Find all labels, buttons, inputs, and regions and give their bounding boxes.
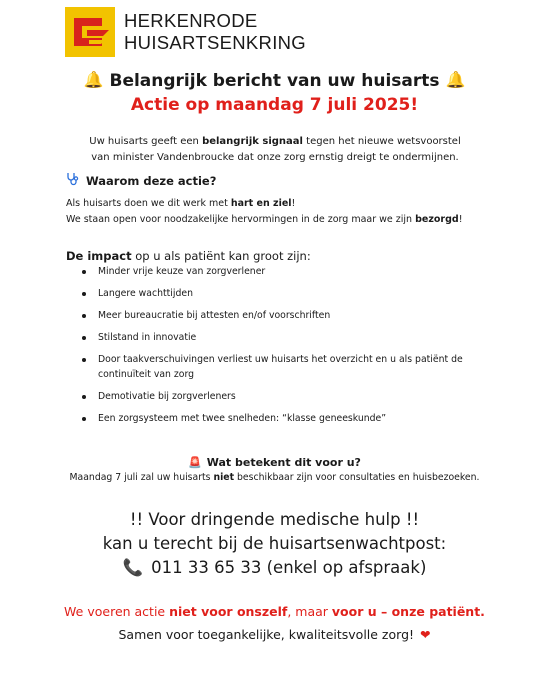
intro-text-1: Uw huisarts geeft een <box>89 136 203 147</box>
intro-paragraph <box>80 134 470 166</box>
why-line-2-bold: bezorgd <box>415 214 459 225</box>
siren-icon: 🚨 <box>188 456 202 469</box>
footer-line-2-text: Samen voor toegankelijke, kwaliteitsvolle zorg! <box>118 627 415 642</box>
list-item: Minder vrije keuze van zorgverlener <box>82 264 482 279</box>
list-item: Een zorgsysteem met twee snelheden: “klasse geneeskunde” <box>82 411 482 426</box>
why-heading <box>66 172 216 190</box>
list-item: Langere wachttijden <box>82 286 482 301</box>
bell-icon: 🔔 <box>83 70 104 89</box>
stethoscope-icon <box>66 172 80 190</box>
footer-text-1: We voeren actie <box>64 604 170 619</box>
meaning-bold: niet <box>213 472 235 483</box>
meaning-heading-text: Wat betekent dit voor u? <box>206 456 361 469</box>
why-line-1-text: Als huisarts doen we dit werk met <box>66 198 231 209</box>
impact-list <box>82 264 482 433</box>
why-line-2 <box>66 212 463 228</box>
meaning-body <box>0 472 549 483</box>
why-line-2-end: ! <box>458 214 463 225</box>
title-text: Belangrijk bericht van uw huisarts <box>109 71 440 91</box>
impact-heading <box>66 249 311 263</box>
phone-icon: 📞 <box>122 558 144 577</box>
footer-bold-1: niet voor onszelf <box>169 604 288 619</box>
header-logo <box>65 7 306 57</box>
impact-bold: De impact <box>66 249 132 263</box>
meaning-text-2: beschikbaar zijn voor consultaties en huisbezoeken. <box>234 472 480 483</box>
meaning-text-1: Maandag 7 juli zal uw huisarts <box>69 472 214 483</box>
list-item: Demotivatie bij zorgverleners <box>82 389 482 404</box>
intro-bold: belangrijk signaal <box>202 136 303 147</box>
phone-number[interactable]: 011 33 65 33 (enkel op afspraak) <box>151 558 427 577</box>
why-line-1 <box>66 196 463 212</box>
page-subtitle: Actie op maandag 7 juli 2025! <box>130 95 419 115</box>
list-item: Door taakverschuivingen verliest uw huisarts het overzicht en u als patiënt de continuïteit van zorg <box>82 352 482 382</box>
bell-icon: 🔔 <box>445 70 466 89</box>
why-heading-text: Waarom deze actie? <box>86 174 217 188</box>
footer-line-2 <box>0 627 549 642</box>
list-item: Meer bureaucratie bij attesten en/of voorschriften <box>82 308 482 323</box>
logo-line-2: HUISARTSENKRING <box>124 32 306 53</box>
impact-rest: op u als patiënt kan groot zijn: <box>131 249 311 263</box>
why-line-2-text: We staan open voor noodzakelijke hervormingen in de zorg maar we zijn <box>66 214 416 225</box>
why-line-1-end: ! <box>291 198 296 209</box>
logo-line-1: HERKENRODE <box>124 10 258 31</box>
herkenrode-logo-icon <box>65 7 115 57</box>
phone-line <box>0 558 549 578</box>
list-item: Stilstand in innovatie <box>82 330 482 345</box>
footer-line-1 <box>0 604 549 619</box>
why-line-1-bold: hart en ziel <box>230 198 292 209</box>
intro-text-2: tegen het nieuwe wetsvoorstel van minister Vandenbroucke dat onze zorg ernstig dreigt te ondermijnen. <box>91 136 461 163</box>
urgent-line-1: !! Voor dringende medische hulp !! <box>129 510 420 529</box>
page-title <box>0 70 549 91</box>
logo-text <box>124 10 306 54</box>
why-body <box>66 196 463 228</box>
footer-bold-2: voor u – onze patiënt. <box>331 604 485 619</box>
meaning-heading <box>0 456 549 469</box>
footer-text-2: , maar <box>287 604 332 619</box>
urgent-line-2: kan u terecht bij de huisartsenwachtpost: <box>102 534 447 553</box>
heart-icon: ❤ <box>420 627 431 642</box>
